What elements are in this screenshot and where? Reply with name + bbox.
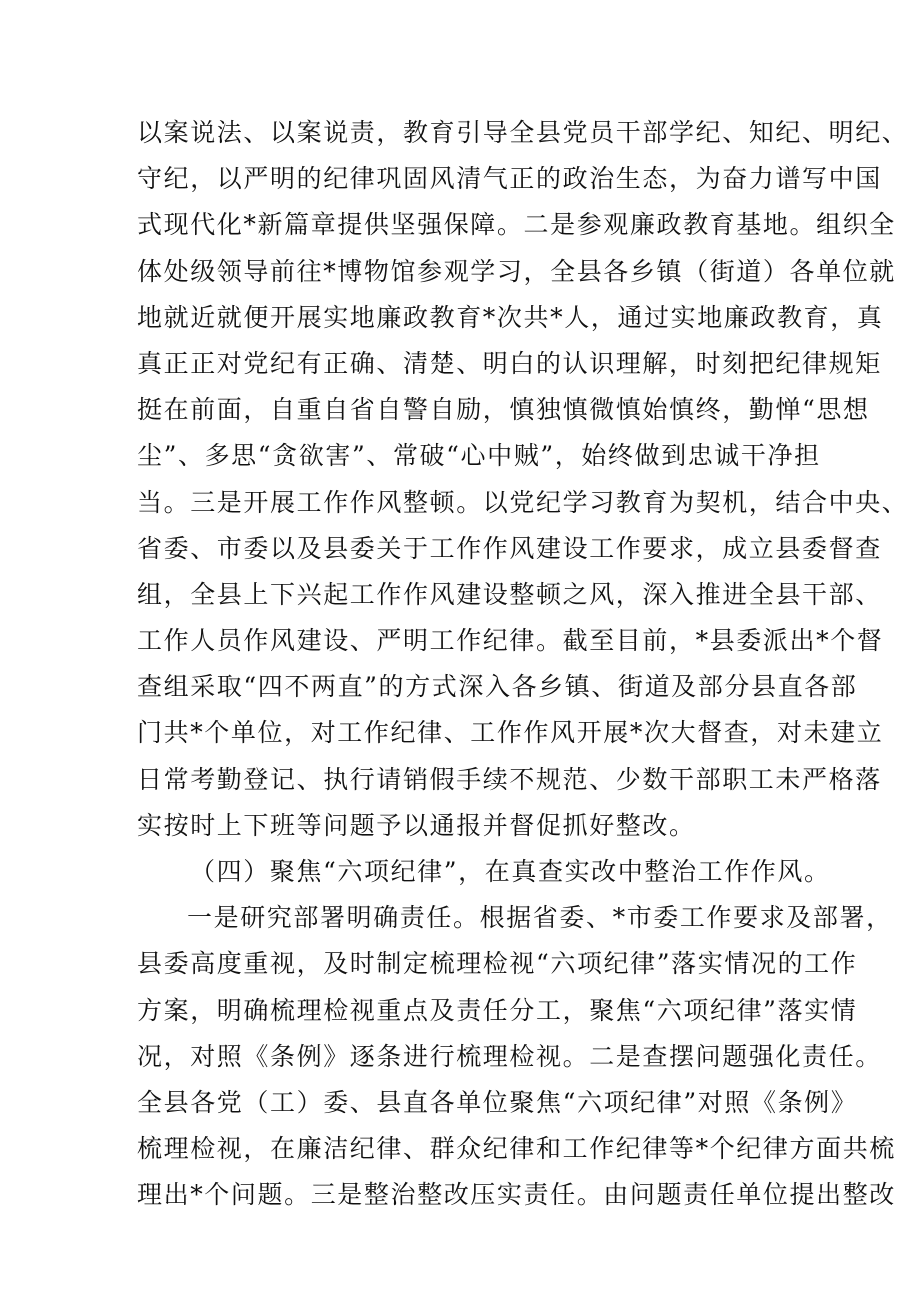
body-line: 组，全县上下兴起工作作风建设整顿之风，深入推进全县干部、	[137, 579, 882, 609]
body-line: 梳理检视，在廉洁纪律、群众纪律和工作纪律等*个纪律方面共梳	[137, 1134, 896, 1164]
body-line: 理出*个问题。三是整治整改压实责任。由问题责任单位提出整改	[137, 1180, 896, 1210]
body-line: 门共*个单位，对工作纪律、工作作风开展*次大督查，对未建立	[137, 718, 884, 748]
body-line: 况，对照《条例》逐条进行梳理检视。二是查摆问题强化责任。	[137, 1041, 882, 1071]
body-line: 省委、市委以及县委关于工作作风建设工作要求，成立县委督查	[137, 533, 882, 563]
body-line: 守纪，以严明的纪律巩固风清气正的政治生态，为奋力谱写中国	[137, 164, 882, 194]
body-line: 当。三是开展工作作风整顿。以党纪学习教育为契机，结合中央、	[137, 487, 909, 517]
body-line: 方案，明确梳理检视重点及责任分工，聚焦“六项纪律”落实情	[137, 995, 858, 1025]
body-line: 真正正对党纪有正确、清楚、明白的认识理解，时刻把纪律规矩	[137, 348, 882, 378]
section-heading: （四）聚焦“六项纪律”，在真查实改中整治工作作风。	[190, 857, 831, 886]
body-line: 查组采取“四不两直”的方式深入各乡镇、街道及部分县直各部	[137, 672, 858, 702]
body-line: 全县各党（工）委、县直各单位聚焦“六项纪律”对照《条例》	[137, 1087, 858, 1117]
paragraph-first-line: 一是研究部署明确责任。根据省委、*市委工作要求及部署，	[187, 903, 893, 933]
body-line: 体处级领导前往*博物馆参观学习，全县各乡镇（街道）各单位就	[137, 256, 896, 286]
body-line: 日常考勤登记、执行请销假手续不规范、少数干部职工未严格落	[137, 764, 882, 794]
body-line: 尘”、多思“贪欲害”、常破“心中贼”，始终做到忠诚干净担	[137, 441, 821, 471]
body-line: 式现代化*新篇章提供坚强保障。二是参观廉政教育基地。组织全	[137, 210, 896, 240]
body-line: 县委高度重视，及时制定梳理检视“六项纪律”落实情况的工作	[137, 949, 858, 979]
document-body	[137, 110, 909, 1219]
body-line: 工作人员作风建设、严明工作纪律。截至目前，*县委派出*个督	[137, 626, 884, 656]
body-line-last: 实按时上下班等问题予以通报并督促抓好整改。	[137, 810, 696, 840]
body-line: 以案说法、以案说责，教育引导全县党员干部学纪、知纪、明纪、	[137, 118, 909, 147]
body-line: 挺在前面，自重自省自警自励，慎独慎微慎始慎终，勤惮“思想	[137, 395, 870, 425]
body-line: 地就近就便开展实地廉政教育*次共*人，通过实地廉政教育，真	[137, 302, 884, 332]
